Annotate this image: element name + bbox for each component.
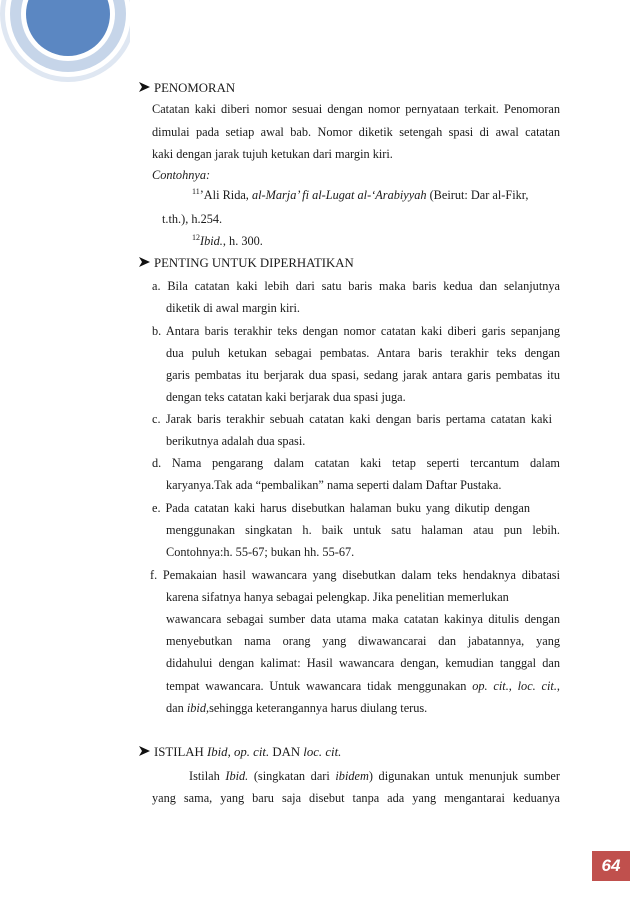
list-item-b: b. Antara baris terakhir teks dengan nomor catatan kaki diberi garis sepanjang <box>152 324 560 338</box>
list-item-b-cont: garis pembatas itu berjarak dua spasi, sedang jarak antara garis pembatas itu <box>166 368 560 382</box>
list-item-d: d. Nama pengarang dalam catatan kaki tetap seperti tercantum dalam <box>152 456 560 470</box>
footnote-example-1: $^{11}$’Ali Rida, al-Marja’ fi al-Lugat al-‘Arabiyyah (Beirut: Dar al-Fikr, <box>192 187 529 202</box>
paragraph-line: Istilah Ibid. (singkatan dari ibidem) digunakan untuk menunjuk sumber <box>189 769 560 783</box>
page-number: 64 <box>592 851 630 881</box>
list-item-b-cont: dengan teks catatan kaki berjarak dua spasi juga. <box>166 390 406 404</box>
arrow-bullet-icon <box>138 256 152 268</box>
section-heading-istilah: ISTILAH Ibid, op. cit. DAN loc. cit. <box>138 744 341 760</box>
list-item-a-cont: diketik di awal margin kiri. <box>166 301 300 315</box>
list-item-c: c. Jarak baris terakhir sebuah catatan kaki dengan baris pertama catatan kaki <box>152 412 552 426</box>
paragraph-line: yang sama, yang baru saja disebut tanpa ada yang mengantarai keduanya <box>152 791 560 805</box>
paragraph-line: dimulai pada setiap awal bab. Nomor diketik setengah spasi di awal catatan <box>152 125 560 139</box>
footnote-example-2: $^{12}$Ibid., h. 300. <box>192 233 263 248</box>
list-item-e-cont: Contohnya:h. 55-67; bukan hh. 55-67. <box>166 545 355 559</box>
section-heading-penomoran: PENOMORAN <box>138 80 235 96</box>
list-item-e-cont: menggunakan singkatan h. baik untuk satu halaman atau pun lebih. <box>166 523 560 537</box>
corner-decoration <box>0 0 130 100</box>
section-heading-penting: PENTING UNTUK DIPERHATIKAN <box>138 255 354 271</box>
list-item-b-cont: dua puluh ketukan sebagai pembatas. Antara baris terakhir teks dengan <box>166 346 560 360</box>
list-item-f-cont: dan ibid,sehingga keterangannya harus diulang terus. <box>166 701 428 715</box>
footnote-example-1-cont: t.th.), h.254. <box>162 212 223 226</box>
list-item-f-cont: menyebutkan nama orang yang diwawancarai dan jabatannya, yang <box>166 634 560 648</box>
list-item-a: a. Bila catatan kaki lebih dari satu baris maka baris kedua dan selanjutnya <box>152 279 560 293</box>
list-item-f-cont: karena sifatnya hanya sebagai pelengkap. Jika penelitian memerlukan <box>166 590 509 604</box>
arrow-bullet-icon <box>138 745 152 757</box>
list-item-e: e. Pada catatan kaki harus disebutkan halaman buku yang dikutip dengan <box>152 501 530 515</box>
paragraph-line: Catatan kaki diberi nomor sesuai dengan nomor pernyataan terkait. Penomoran <box>152 102 560 116</box>
list-item-f-cont: tempat wawancara. Untuk wawancara tidak menggunakan op. cit., loc. cit., <box>166 679 560 693</box>
list-item-f-cont: wawancara sebagai sumber data utama maka catatan kakinya ditulis dengan <box>166 612 560 626</box>
arrow-bullet-icon <box>138 81 152 93</box>
list-item-f: f. Pemakaian hasil wawancara yang disebutkan dalam teks hendaknya dibatasi <box>150 568 560 582</box>
paragraph-line: kaki dengan jarak tujuh ketukan dari margin kiri. <box>152 147 393 161</box>
list-item-f-cont: didahului dengan kalimat: Hasil wawancara dengan, kemudian tanggal dan <box>166 656 560 670</box>
list-item-c-cont: berikutnya adalah dua spasi. <box>166 434 306 448</box>
list-item-d-cont: karyanya.Tak ada “pembalikan” nama seperti dalam Daftar Pustaka. <box>166 478 502 492</box>
example-label: Contohnya: <box>152 168 211 182</box>
